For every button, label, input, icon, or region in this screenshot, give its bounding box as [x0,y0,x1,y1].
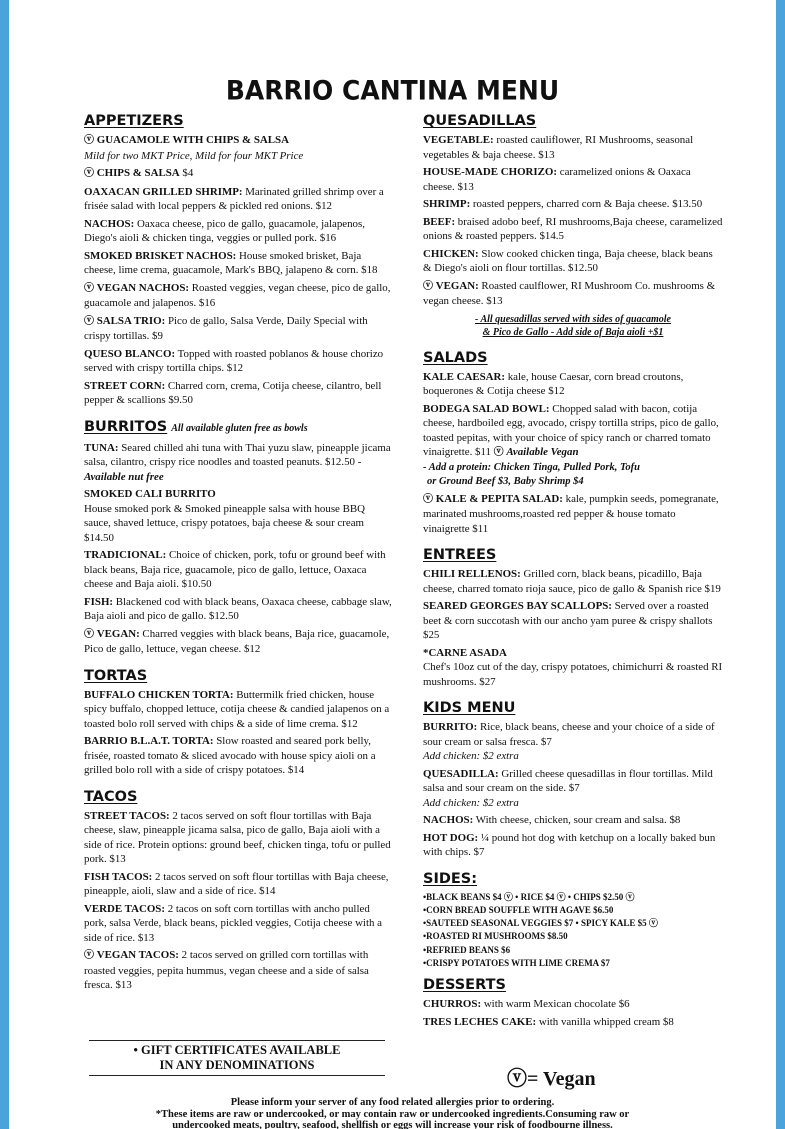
menu-item [423,767,723,811]
burritos-note: All available gluten free as bowls [171,422,308,434]
item-name: TRADICIONAL: [84,549,167,561]
vegan-legend: ⓥ= Vegan [507,1068,596,1090]
item-name: VEGAN: [96,627,140,640]
item-name: QUESO BLANCO: [84,347,176,360]
salad-vegan-note: Available Vegan [506,446,579,458]
appetizers-list [84,133,394,408]
allergy-line-2: *These items are raw or undercooked, or may contain raw or undercooked ingredients.Consuming raw or [155,1108,630,1120]
item-name: VEGETABLE: [423,134,494,146]
menu-item [423,567,723,596]
vegan-icon: ⓥ [423,280,433,292]
item-name: SMOKED BRISKET NACHOS: [84,249,237,262]
item-name: CHICKEN: [423,247,479,260]
item-description: ¼ pound hot dog with ketchup on a locally baked bun with chips. $7 [423,831,716,858]
desserts-list [423,997,723,1029]
item-description: Grilled corn, black beans, picadillo, Baja cheese, charred tomato rioja sauce, pico de gallo & Spanish rice $19 [423,568,721,595]
menu-item [423,813,723,828]
menu-item [423,215,723,244]
item-description: with vanilla whipped cream $8 [536,1015,674,1028]
menu-item [423,997,723,1012]
kids-list [423,720,723,860]
menu-item [423,279,723,309]
item-description: Chef's 10oz cut of the day, crispy potatoes, chimichurri & roasted RI mushrooms. $27 [423,661,723,688]
item-description: 2 tacos served on soft flour tortillas with Baja cheese, slaw, pineapple jicama salsa, pico de gallo, Baja aioli with a side of rice. Protein options: ground beef, chicken tinga, tofu or pulled pork. $13 [84,809,391,865]
left-column [84,112,394,993]
item-name: VEGAN NACHOS: [96,281,190,294]
item-description: House smoked pork & Smoked pineapple salsa with house BBQ sauce, shaved lettuce, crispy potatoes, baja cheese & sour cream $14.50 [84,502,366,544]
entrees-list [423,567,723,689]
menu-item [84,595,394,624]
menu-item [423,197,723,212]
tacos-heading: TACOS [84,788,138,805]
salad-name: KALE & PEPITA SALAD: [435,492,563,505]
item-description: Blackened cod with black beans, Oaxaca cheese, cabbage slaw, Baja aioli and pico de gallo. $12.50 [84,595,392,622]
item-description: Served over a roasted beet & corn succotash with our ancho yam puree & crispy shallots $25 [423,600,713,641]
item-name: CHURROS: [423,998,482,1011]
item-name: TRES LECHES CAKE: [423,1015,537,1028]
menu-item [84,379,394,408]
item-name: NACHOS: [423,814,474,826]
item-name: BURRITO: [423,721,478,733]
item-description: Slow roasted and seared pork belly, frisée, roasted tomato & sliced avocado with house spicy aioli on a grilled bolo roll with a side of crispy potatoes. $14 [84,735,376,776]
item-name: FISH: [84,595,114,608]
menu-item [84,902,394,946]
item-extra: Add chicken: $2 extra [423,796,519,809]
item-name: VEGAN: [435,279,479,292]
item-description: Charred veggies with black beans, Baja rice, guacamole, Pico de gallo, lettuce, vegan cheese. $12 [84,627,390,655]
quesadillas-heading: QUESADILLAS [423,113,537,129]
item-extra: Mild for two MKT Price, Mild for four MKT Price [84,149,304,162]
quesadillas-note-2: & Pico de Gallo - Add side of Baja aioli +$1 [482,326,664,338]
item-description: with warm Mexican chocolate $6 [481,998,630,1011]
appetizers-heading: APPETIZERS [84,113,184,129]
allergy-notice [9,1097,776,1129]
desserts-heading: DESSERTS [423,977,506,994]
gift-line-1: • GIFT CERTIFICATES AVAILABLE [133,1043,341,1057]
gift-certificates-box [89,1040,385,1076]
item-description: Choice of chicken, pork, tofu or ground beef with black beans, Baja rice, guacamole, pico de gallo, lettuce, Oaxaca cheese and Baja aioli. $10.50 [84,549,386,590]
salad-name: KALE CAESAR: [423,370,505,383]
item-name: NACHOS: [84,217,135,230]
menu-item [84,314,394,344]
quesadillas-note [423,313,723,339]
sides-heading: SIDES: [423,870,478,887]
item-name: FISH TACOS: [84,870,153,883]
menu-item [84,548,394,592]
item-name: HOT DOG: [423,831,479,844]
burritos-heading-text: BURRITOS [84,418,168,435]
menu-item [84,688,394,732]
item-name: SEARED GEORGES BAY SCALLOPS: [423,600,612,612]
item-extra: Add chicken: $2 extra [423,750,519,762]
tacos-list [84,809,394,993]
menu-item [84,948,394,993]
quesadillas-list [423,133,723,309]
menu-item [423,165,723,194]
right-column [423,112,723,1029]
menu-item [423,133,723,162]
item-description: 2 tacos served on grilled corn tortillas with roasted veggies, pepita hummus, vegan cheese and a side of salsa fresca. $13 [84,949,369,991]
item-description: Marinated grilled shrimp over a frisée salad with local peppers & pickled red onions. $12 [84,185,384,212]
item-description: braised adobo beef, RI mushrooms,Baja cheese, caramelized onions & roasted peppers. $14.5 [423,215,723,242]
salad-item-kale-pepita [423,492,723,537]
item-name: HOUSE-MADE CHORIZO: [423,166,558,178]
item-description: Oaxaca cheese, pico de gallo, guacamole, jalapenos, Diego's aioli & chicken tinga, veggies or pulled pork. $16 [84,217,365,244]
side-item: • CRISPY POTATOES WITH LIME CREMA $7 [423,957,723,970]
tortas-list [84,688,394,778]
item-name: GUACAMOLE WITH CHIPS & SALSA [96,134,289,146]
item-description: With cheese, chicken, sour cream and salsa. $8 [473,814,681,826]
menu-item [423,599,723,643]
protein-line-2: or Ground Beef $3, Baby Shrimp $4 [427,475,584,487]
item-description: caramelized onions & Oaxaca cheese. $13 [423,166,691,193]
item-name: STREET TACOS: [84,809,170,822]
item-description: House smoked brisket, Baja cheese, lime crema, guacamole, Mark's BBQ, jalapeno & corn. $18 [84,249,378,276]
burritos-heading [84,418,394,438]
quesadillas-note-1: - All quesadillas served with sides of guacamole [474,313,671,325]
item-description: roasted peppers, charred corn & Baja cheese. $13.50 [470,198,703,210]
item-description: Rice, black beans, cheese and your choice of a side of sour cream or salsa fresca. $7 [423,721,715,748]
vegan-icon: ⓥ [84,282,94,294]
item-note: Available nut free [84,470,164,483]
side-item: • CORN BREAD SOUFFLE WITH AGAVE $6.50 [423,904,723,917]
protein-line-1: - Add a protein: Chicken Tinga, Pulled Pork, Tofu [423,461,641,473]
menu-item [84,734,394,778]
menu-item [423,646,723,690]
entrees-heading: ENTREES [423,547,497,563]
menu-item [84,217,394,246]
item-name: STREET CORN: [84,379,166,392]
kids-menu-heading: KIDS MENU [423,700,516,716]
menu-item [84,809,394,867]
vegan-icon: ⓥ [84,315,94,327]
allergy-line-3: undercooked meats, poultry, seafood, shellfish or eggs will increase your risk of foodbourne illness. [172,1120,613,1129]
item-name: QUESADILLA: [423,767,499,780]
menu-item [423,1015,723,1030]
menu-item [423,247,723,276]
menu-item [84,166,394,182]
salad-protein-note [423,461,723,489]
menu-item [84,281,394,311]
item-name: CHILI RELLENOS: [423,568,521,580]
salad-name: BODEGA SALAD BOWL: [423,402,550,415]
menu-item [84,249,394,278]
salad-desc: kale, pumpkin seeds, pomegranate, marinated mushrooms,roasted red pepper & house tomato vinaigrette $11 [423,492,719,535]
item-description: Roasted caulflower, RI Mushroom Co. mushrooms & vegan cheese. $13 [423,279,716,307]
side-item: • REFRIED BEANS $6 [423,944,723,957]
item-name: OAXACAN GRILLED SHRIMP: [84,185,243,198]
vegan-icon: ⓥ [84,950,94,961]
menu-item [84,627,394,657]
item-name: BEEF: [423,215,456,228]
gift-line-2: IN ANY DENOMINATIONS [159,1058,315,1072]
item-name: SHRIMP: [423,198,471,210]
item-name: TUNA: [84,441,119,454]
vegan-icon: ⓥ [493,447,504,458]
vegan-icon: ⓥ [84,135,94,146]
item-description: Slow cooked chicken tinga, Baja cheese, black beans & Diego's aioli on flour tortillas. $12.50 [423,247,713,274]
menu-item [84,870,394,899]
salad-desc: Chopped salad with bacon, cotija cheese, hardboiled egg, avocado, crispy tortilla strips, pico de gallo, toasted pepitas, with your choice of spicy ranch or charred tomato vinaigrette. $11 [423,402,719,458]
vegan-icon: ⓥ [84,168,94,179]
item-description: roasted cauliflower, RI Mushrooms, seasonal vegetables & baja cheese. $13 [423,134,694,161]
menu-item [84,347,394,376]
menu-title: BARRIO CANTINA MENU [225,75,560,106]
burritos-list [84,441,394,657]
menu-item [423,831,723,860]
menu-item [84,441,394,485]
item-description: Charred corn, crema, Cotija cheese, cilantro, bell pepper & scallions $9.50 [84,379,382,406]
item-description: $4 [179,167,194,179]
sides-list [423,891,723,971]
item-description: 2 tacos on soft corn tortillas with ancho pulled pork, salsa Verde, black beans, pickled veggies, Cotija cheese with a side of rice. $13 [84,902,382,944]
menu-page [9,0,776,1129]
menu-item [84,185,394,214]
item-description: Grilled cheese quesadillas in flour tortillas. Mild salsa and sour cream on the side. $7 [423,767,713,794]
item-name: VEGAN TACOS: [96,949,179,961]
item-name: VERDE TACOS: [84,902,165,915]
side-item: • SAUTEED SEASONAL VEGGIES $7 • SPICY KALE $5 ⓥ [423,917,723,930]
salad-item-bodega [423,402,723,461]
tortas-heading: TORTAS [84,667,148,684]
item-description: Seared chilled ahi tuna with Thai yuzu slaw, pineapple jicama salsa, cilantro, crispy rice noodles and toasted peanuts. $12.50 - [84,441,391,468]
salads-heading: SALADS [423,349,488,366]
item-description: Buttermilk fried chicken, house spicy buffalo, chopped lettuce, cotija cheese & candied jalapenos on a toasted bolo roll served with chips & a side of lime crema. $12 [84,688,390,730]
item-name: SMOKED CALI BURRITO [84,488,216,500]
vegan-icon: ⓥ [423,493,433,505]
menu-item [84,133,394,163]
salad-desc: kale, house Caesar, corn bread croutons, boquerones & Cotija cheese $12 [423,370,684,397]
item-name: BARRIO B.L.A.T. TORTA: [84,735,214,747]
side-item: • BLACK BEANS $4 ⓥ • RICE $4 ⓥ • CHIPS $2.50 ⓥ [423,891,723,904]
menu-item [423,720,723,764]
side-item: • ROASTED RI MUSHROOMS $8.50 [423,930,723,943]
salad-item-kale-caesar [423,370,723,399]
item-description: 2 tacos served on soft flour tortillas with Baja cheese, pineapple, aioli, slaw and a side of rice. $14 [84,870,389,897]
item-name: CHIPS & SALSA [96,167,180,179]
item-description: Roasted veggies, vegan cheese, pico de gallo, guacamole and jalapenos. $16 [84,281,391,309]
item-name: *CARNE ASADA [423,646,507,659]
allergy-line-1: Please inform your server of any food related allergies prior to ordering. [230,1097,555,1108]
item-name: SALSA TRIO: [96,314,166,327]
vegan-icon: ⓥ [84,628,94,640]
menu-item [84,487,394,545]
item-description: Topped with roasted poblanos & house chorizo served with crispy tortilla chips. $12 [84,347,384,374]
item-description: Pico de gallo, Salsa Verde, Daily Special with crispy tortillas. $9 [84,314,368,342]
item-name: BUFFALO CHICKEN TORTA: [84,688,234,701]
